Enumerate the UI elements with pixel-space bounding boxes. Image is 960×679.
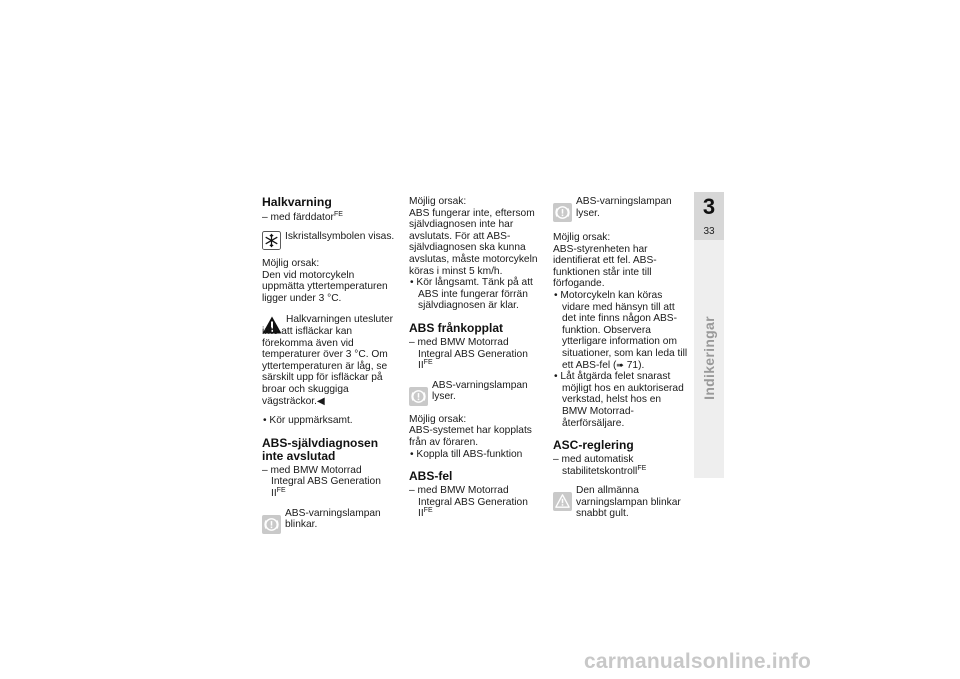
heading-asc: ASC-reglering xyxy=(553,438,634,453)
action-item: • Motorcykeln kan köras vidare med hänsyn till att det inte finns någon ABS-funktion. Observera ytterligare information om situationer, som kan leda till ett ABS-fel (➠ 71). xyxy=(553,290,688,371)
abs-warning-light-icon xyxy=(262,515,281,534)
cause-text: ABS-styrenheten har identifierat ett fel. ABS-funktionen står inte till förfogande. xyxy=(553,243,657,290)
condition-asc: – med automatisk stabilitetskontroll$^{FE}$ xyxy=(553,454,688,477)
action-item: • Kör uppmärksamt. xyxy=(262,415,397,427)
condition-halkvarning: – med färddator$^{FE}$ xyxy=(262,212,397,224)
cause-text: ABS-systemet har kopplats från av föraren. xyxy=(409,425,532,448)
condition-abs-fault: – med BMW Motorrad Integral ABS Generation $II^{FE}$ xyxy=(409,485,545,520)
cause-label: Möjlig orsak: xyxy=(262,258,320,270)
heading-abs-fault: ABS-fel xyxy=(409,469,453,484)
action-item: • Kör långsamt. Tänk på att ABS inte fungerar förrän självdiagnosen är klar. xyxy=(409,277,545,312)
abs-fault-text: ABS-varningslampan lyser. xyxy=(576,196,672,219)
cause-label: Möjlig orsak: xyxy=(409,413,467,425)
warning-text: Halkvarningen utesluter inte att isfläckar kan förekomma även vid temperaturer över 3 °C. Om yttertemperaturen är låg, se särskilt upp för isfläckar på broar och skuggiga vägsträckor.◀ xyxy=(262,314,394,407)
abs-warning-light-icon xyxy=(409,387,428,406)
indicator-block-ice xyxy=(262,231,397,250)
ice-indicator-text: Iskristallsymbolen visas. xyxy=(285,231,395,243)
general-warning-light-icon xyxy=(553,492,572,511)
condition-abs-selfdiag: – med BMW Motorrad Integral ABS Generation $II^{FE}$ xyxy=(262,465,397,500)
abs-blink-text: ABS-varningslampan blinkar. xyxy=(285,507,381,531)
cause-label: Möjlig orsak: xyxy=(553,232,611,243)
action-item: • Koppla till ABS-funktion xyxy=(409,449,545,461)
chapter-tab xyxy=(694,192,724,478)
ice-crystal-icon xyxy=(262,231,281,250)
condition-abs-off: – med BMW Motorrad Integral ABS Generation $II^{FE}$ xyxy=(409,337,545,372)
cause-text: ABS fungerar inte, eftersom självdiagnosen inte har avslutats. För att ABS-självdiagnosen ska kunna avslutas, måste motorcykeln köras i minst 5 km/h. xyxy=(409,207,538,277)
heading-abs-selfdiag: ABS-självdiagnosen inte avslutad xyxy=(262,435,379,463)
indicator-block-general-warning xyxy=(553,485,688,520)
general-warning-text: Den allmänna varningslampan blinkar snabbt gult. xyxy=(576,485,681,520)
page-reference-arrow-icon: ➠ xyxy=(616,359,624,370)
cause-text: Den vid motorcykeln uppmätta yttertemperaturen ligger under 3 °C. xyxy=(262,269,388,304)
warning-block xyxy=(262,314,397,407)
chapter-number-box xyxy=(694,192,724,240)
heading-abs-off: ABS frånkopplat xyxy=(409,320,504,335)
indicator-block-abs-off xyxy=(409,380,545,406)
page-number: 33 xyxy=(703,226,715,237)
chapter-number: 3 xyxy=(702,194,716,219)
abs-on-text: ABS-varningslampan lyser. xyxy=(432,379,528,403)
cause-label: Möjlig orsak: xyxy=(409,196,467,207)
column-2 xyxy=(409,196,545,520)
watermark: carmanualsonline.info xyxy=(584,650,812,673)
abs-warning-light-icon xyxy=(553,203,572,222)
indicator-block-abs-blink xyxy=(262,508,397,534)
indicator-block-abs-fault xyxy=(553,196,688,222)
action-item: • Låt åtgärda felet snarast möjligt hos en auktoriserad verkstad, helst hos en BMW Motorrad-återförsäljare. xyxy=(553,371,688,429)
heading-halkvarning: Halkvarning xyxy=(262,195,332,209)
column-3 xyxy=(553,196,688,528)
column-1 xyxy=(262,196,397,542)
chapter-title: Indikeringar xyxy=(701,316,717,400)
